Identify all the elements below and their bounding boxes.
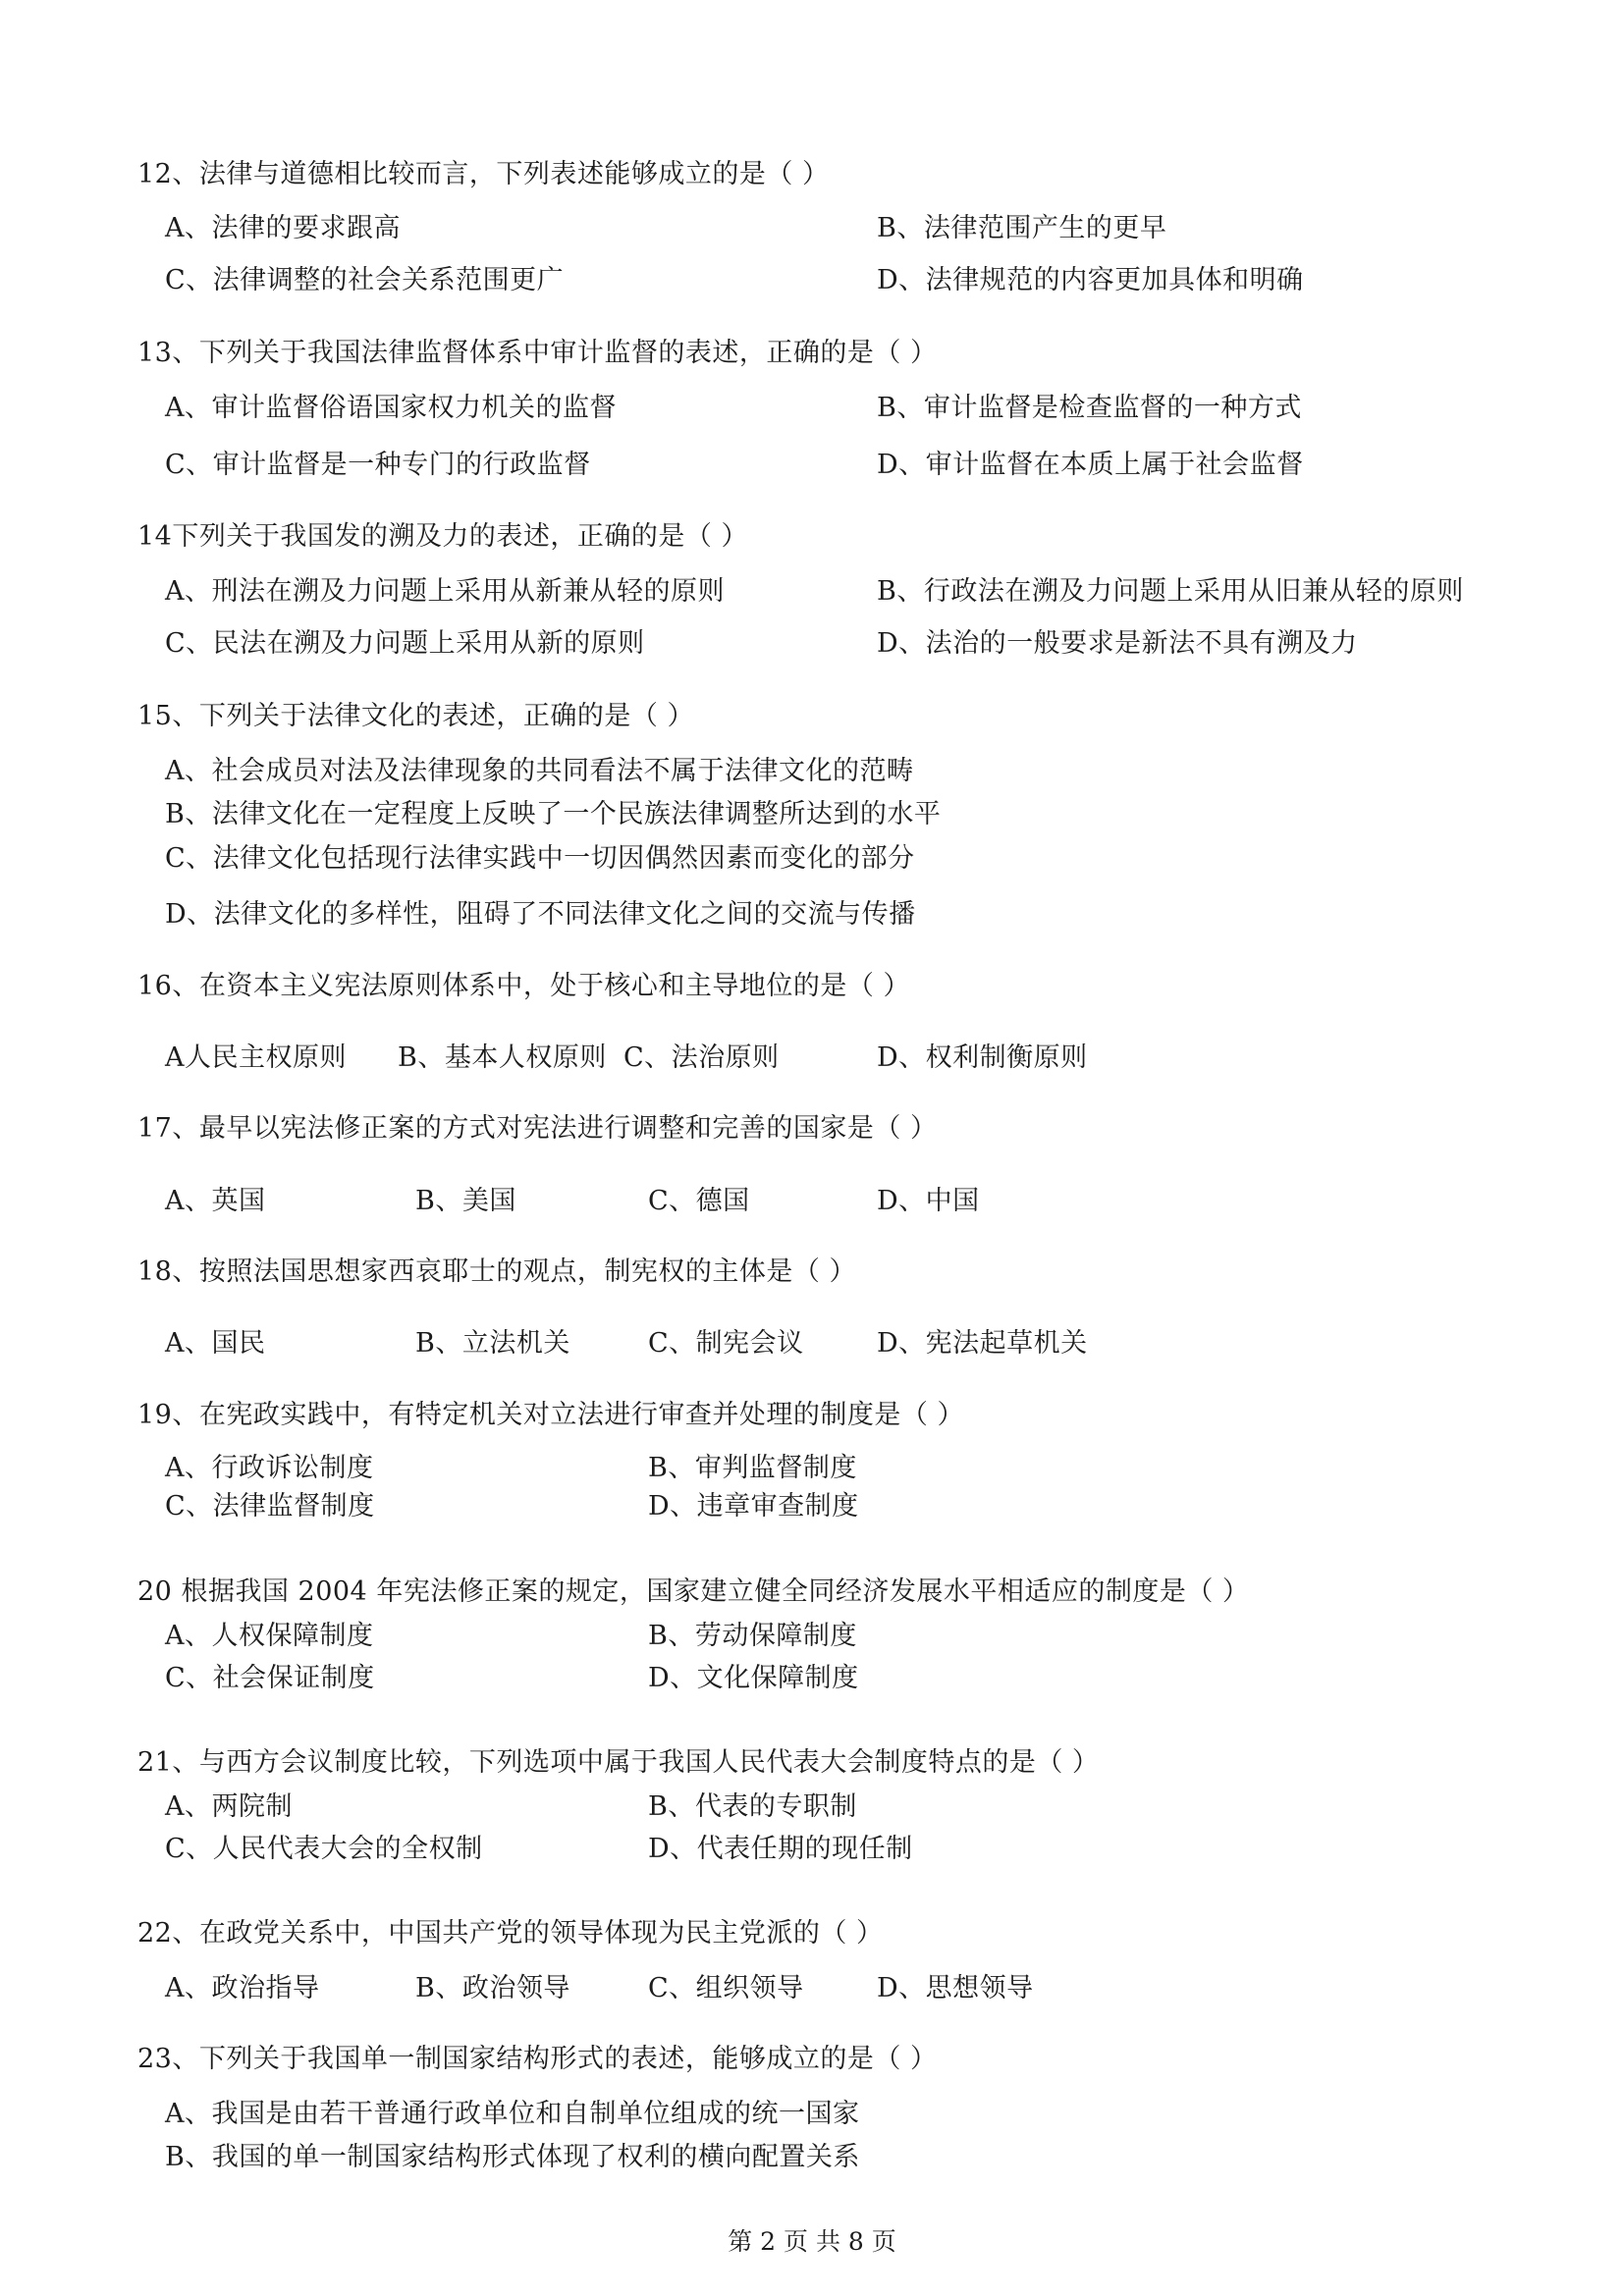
- question-15-option-c: C、法律文化包括现行法律实践中一切因偶然因素而变化的部分: [165, 843, 915, 874]
- question-18-option-a: A、国民: [165, 1328, 266, 1359]
- question-14-option-a: A、刑法在溯及力问题上采用从新兼从轻的原则: [165, 576, 725, 607]
- question-16-stem: 16、在资本主义宪法原则体系中，处于核心和主导地位的是（ ）: [137, 971, 910, 1001]
- question-14-option-d: D、法治的一般要求是新法不具有溯及力: [877, 628, 1358, 659]
- question-16-option-a: A人民主权原则: [165, 1042, 347, 1073]
- question-22-stem: 22、在政党关系中，中国共产党的领导体现为民主党派的（ ）: [137, 1918, 884, 1949]
- question-12-option-a: A、法律的要求跟高: [165, 213, 401, 243]
- question-15-option-d: D、法律文化的多样性，阻碍了不同法律文化之间的交流与传播: [165, 899, 916, 930]
- question-18-option-d: D、宪法起草机关: [877, 1328, 1088, 1359]
- question-19-option-c: C、法律监督制度: [165, 1491, 375, 1522]
- question-23-stem: 23、下列关于我国单一制国家结构形式的表述，能够成立的是（ ）: [137, 2044, 938, 2074]
- question-21-option-c: C、人民代表大会的全权制: [165, 1834, 483, 1864]
- question-21-option-d: D、代表任期的现任制: [648, 1834, 913, 1864]
- question-15-stem: 15、下列关于法律文化的表述，正确的是（ ）: [137, 701, 694, 731]
- question-15-option-b: B、法律文化在一定程度上反映了一个民族法律调整所达到的水平: [165, 799, 942, 829]
- question-14-stem: 14下列关于我国发的溯及力的表述，正确的是（ ）: [137, 521, 748, 552]
- question-22-option-c: C、组织领导: [648, 1973, 804, 2003]
- question-17-option-a: A、英国: [165, 1186, 266, 1216]
- question-16-option-d: D、权利制衡原则: [877, 1042, 1088, 1073]
- question-16-option-b: B、基本人权原则: [398, 1042, 607, 1073]
- question-14-option-b: B、行政法在溯及力问题上采用从旧兼从轻的原则: [877, 576, 1464, 607]
- question-21-option-b: B、代表的专职制: [648, 1791, 857, 1822]
- page-number-footer: 第 2 页 共 8 页: [728, 2227, 896, 2256]
- question-13-option-c: C、审计监督是一种专门的行政监督: [165, 450, 591, 480]
- question-23-option-a: A、我国是由若干普通行政单位和自制单位组成的统一国家: [165, 2099, 860, 2129]
- question-12-stem: 12、法律与道德相比较而言，下列表述能够成立的是（ ）: [137, 159, 830, 189]
- question-12-option-b: B、法律范围产生的更早: [877, 213, 1167, 243]
- question-19-option-b: B、审判监督制度: [648, 1453, 857, 1483]
- question-20-option-b: B、劳动保障制度: [648, 1621, 857, 1651]
- question-19-stem: 19、在宪政实践中，有特定机关对立法进行审查并处理的制度是（ ）: [137, 1400, 964, 1430]
- question-20-option-d: D、文化保障制度: [648, 1663, 859, 1693]
- question-17-option-d: D、中国: [877, 1186, 980, 1216]
- question-19-option-d: D、违章审查制度: [648, 1491, 859, 1522]
- question-20-option-c: C、社会保证制度: [165, 1663, 375, 1693]
- question-22-option-a: A、政治指导: [165, 1973, 320, 2003]
- question-18-option-c: C、制宪会议: [648, 1328, 804, 1359]
- question-12-option-d: D、法律规范的内容更加具体和明确: [877, 265, 1304, 295]
- question-19-option-a: A、行政诉讼制度: [165, 1453, 374, 1483]
- question-13-option-a: A、审计监督俗语国家权力机关的监督: [165, 393, 617, 423]
- question-22-option-b: B、政治领导: [415, 1973, 570, 2003]
- question-13-stem: 13、下列关于我国法律监督体系中审计监督的表述，正确的是（ ）: [137, 338, 938, 368]
- question-18-option-b: B、立法机关: [415, 1328, 570, 1359]
- question-13-option-d: D、审计监督在本质上属于社会监督: [877, 450, 1304, 480]
- question-21-option-a: A、两院制: [165, 1791, 293, 1822]
- question-23-option-b: B、我国的单一制国家结构形式体现了权利的横向配置关系: [165, 2142, 860, 2172]
- question-21-stem: 21、与西方会议制度比较，下列选项中属于我国人民代表大会制度特点的是（ ）: [137, 1747, 1100, 1778]
- question-17-option-b: B、美国: [415, 1186, 516, 1216]
- question-14-option-c: C、民法在溯及力问题上采用从新的原则: [165, 628, 645, 659]
- question-16-option-c: C、法治原则: [623, 1042, 780, 1073]
- question-13-option-b: B、审计监督是检查监督的一种方式: [877, 393, 1302, 423]
- question-22-option-d: D、思想领导: [877, 1973, 1034, 2003]
- question-12-option-c: C、法律调整的社会关系范围更广: [165, 265, 565, 295]
- question-17-option-c: C、德国: [648, 1186, 750, 1216]
- question-18-stem: 18、按照法国思想家西哀耶士的观点，制宪权的主体是（ ）: [137, 1256, 856, 1287]
- question-20-option-a: A、人权保障制度: [165, 1621, 374, 1651]
- question-20-stem: 20 根据我国 2004 年宪法修正案的规定，国家建立健全同经济发展水平相适应的制度是（ ）: [137, 1576, 1250, 1607]
- question-17-stem: 17、最早以宪法修正案的方式对宪法进行调整和完善的国家是（ ）: [137, 1113, 938, 1144]
- question-15-option-a: A、社会成员对法及法律现象的共同看法不属于法律文化的范畴: [165, 756, 914, 786]
